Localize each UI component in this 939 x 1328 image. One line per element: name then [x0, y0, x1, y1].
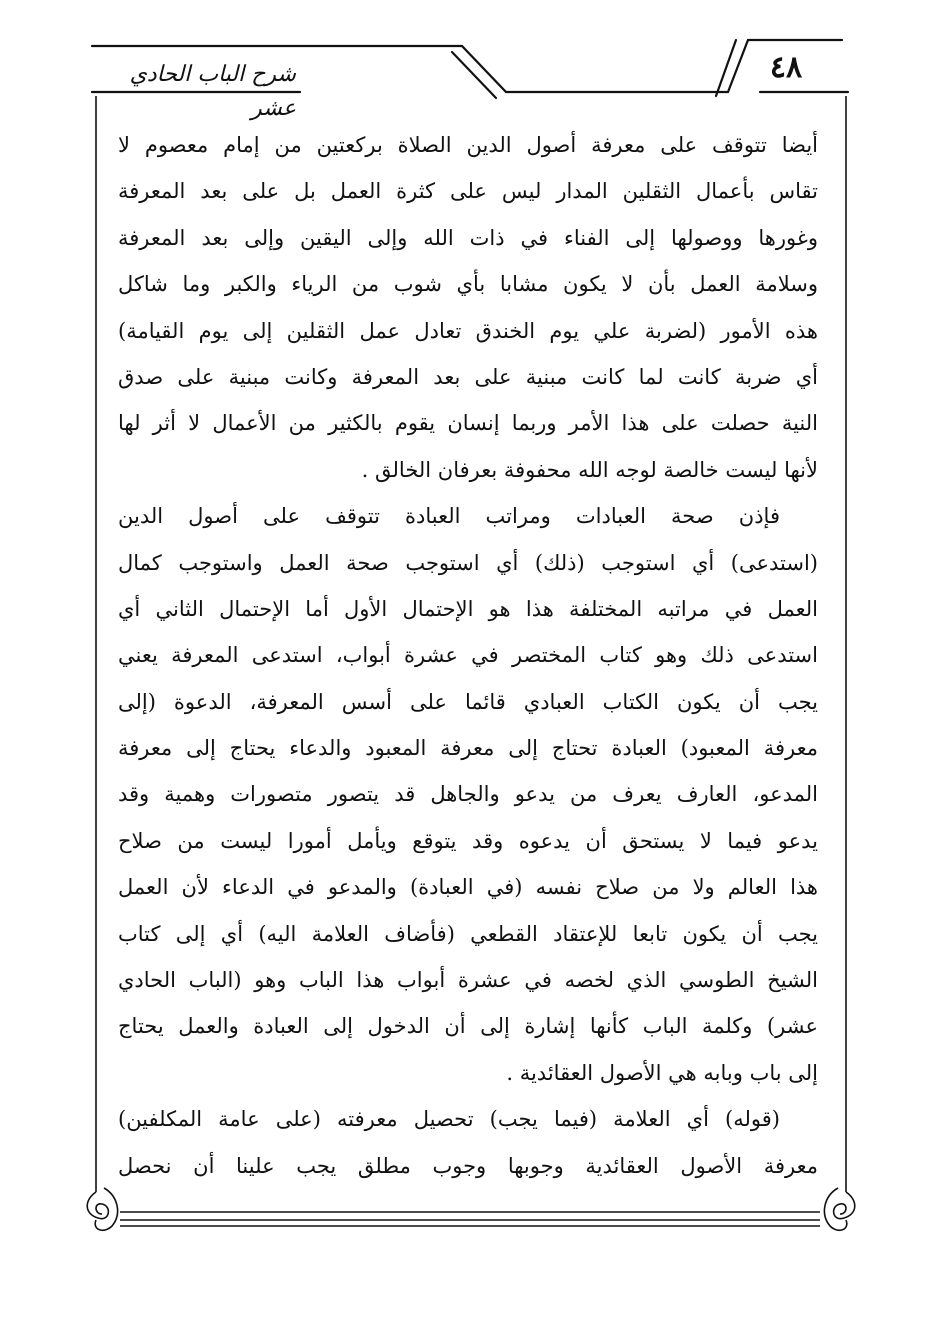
body-line: العمل في مراتبه المختلفة هذا هو الإحتمال الأول أما الإحتمال الثاني أي — [118, 596, 818, 621]
body-line: هذا العالم ولا من صلاح نفسه (في العبادة) والمدعو في الدعاء لأن العمل — [118, 875, 818, 900]
page-body — [118, 122, 818, 1202]
body-line: هذه الأمور (لضربة علي يوم الخندق تعادل عمل الثقلين إلى يوم القيامة) — [118, 318, 818, 343]
body-line: عشر) وكلمة الباب كأنها إشارة إلى أن الدخول إلى العبادة والعمل يحتاج — [118, 1014, 818, 1039]
body-line: إلى باب وبابه هي الأصول العقائدية . — [506, 1060, 818, 1085]
body-line: لأنها ليست خالصة لوجه الله محفوفة بعرفان الخالق . — [361, 457, 818, 482]
body-line: (قوله) أي العلامة (فيما يجب) تحصيل معرفته (على عامة المكلفين) — [118, 1107, 780, 1132]
body-line: يجب أن يكون الكتاب العبادي قائما على أسس المعرفة، الدعوة (إلى — [118, 689, 818, 714]
body-line: المدعو، العارف يعرف من يدعو والجاهل قد يتصور متصورات وهمية وقد — [118, 782, 818, 807]
body-line: الشيخ الطوسي الذي لخصه في عشرة أبواب هذا الباب وهو (الباب الحادي — [118, 968, 818, 993]
body-line: أي ضربة كانت لما كانت مبنية على بعد المعرفة وكانت مبنية على صدق — [118, 364, 818, 389]
body-line: معرفة المعبود) العبادة تحتاج إلى معرفة المعبود والدعاء يحتاج إلى معرفة — [118, 736, 818, 761]
body-line: وسلامة العمل بأن لا يكون مشابا بأي شوب من الرياء والكبر وما شاكل — [118, 272, 818, 297]
body-line: أيضا تتوقف على معرفة أصول الدين الصلاة بركعتين من إمام معصوم لا — [118, 133, 818, 157]
page-number: ٤٨ — [769, 50, 803, 85]
body-line: النية حصلت على هذا الأمر وربما إنسان يقوم بالكثير من الأعمال لا أثر لها — [118, 411, 818, 436]
body-line: يجب أن يكون تابعا للإعتقاد القطعي (فأضاف العلامة اليه) أي إلى كتاب — [118, 921, 818, 946]
body-line: معرفة الأصول العقائدية وجوبها وجوب مطلق يجب علينا أن نحصل — [118, 1153, 818, 1178]
body-line: فإذن صحة العبادات ومراتب العبادة تتوقف على أصول الدين — [118, 504, 780, 529]
body-line: (استدعى) أي استوجب (ذلك) أي استوجب صحة العمل واستوجب كمال — [118, 550, 818, 575]
body-line: يدعو فيما لا يستحق أن يدعوه وقد يتوقع ويأمل أمورا ليست من صلاح — [118, 828, 818, 853]
running-title: شرح الباب الحادي عشر — [129, 62, 296, 121]
body-line: استدعى ذلك وهو كتاب المختصر في عشرة أبواب، استدعى المعرفة يعني — [118, 643, 818, 668]
body-line: تقاس بأعمال الثقلين المدار ليس على كثرة العمل بل على بعد المعرفة — [118, 179, 818, 204]
body-line: وغورها ووصولها إلى الفناء في ذات الله وإلى اليقين وإلى بعد المعرفة — [118, 225, 818, 250]
